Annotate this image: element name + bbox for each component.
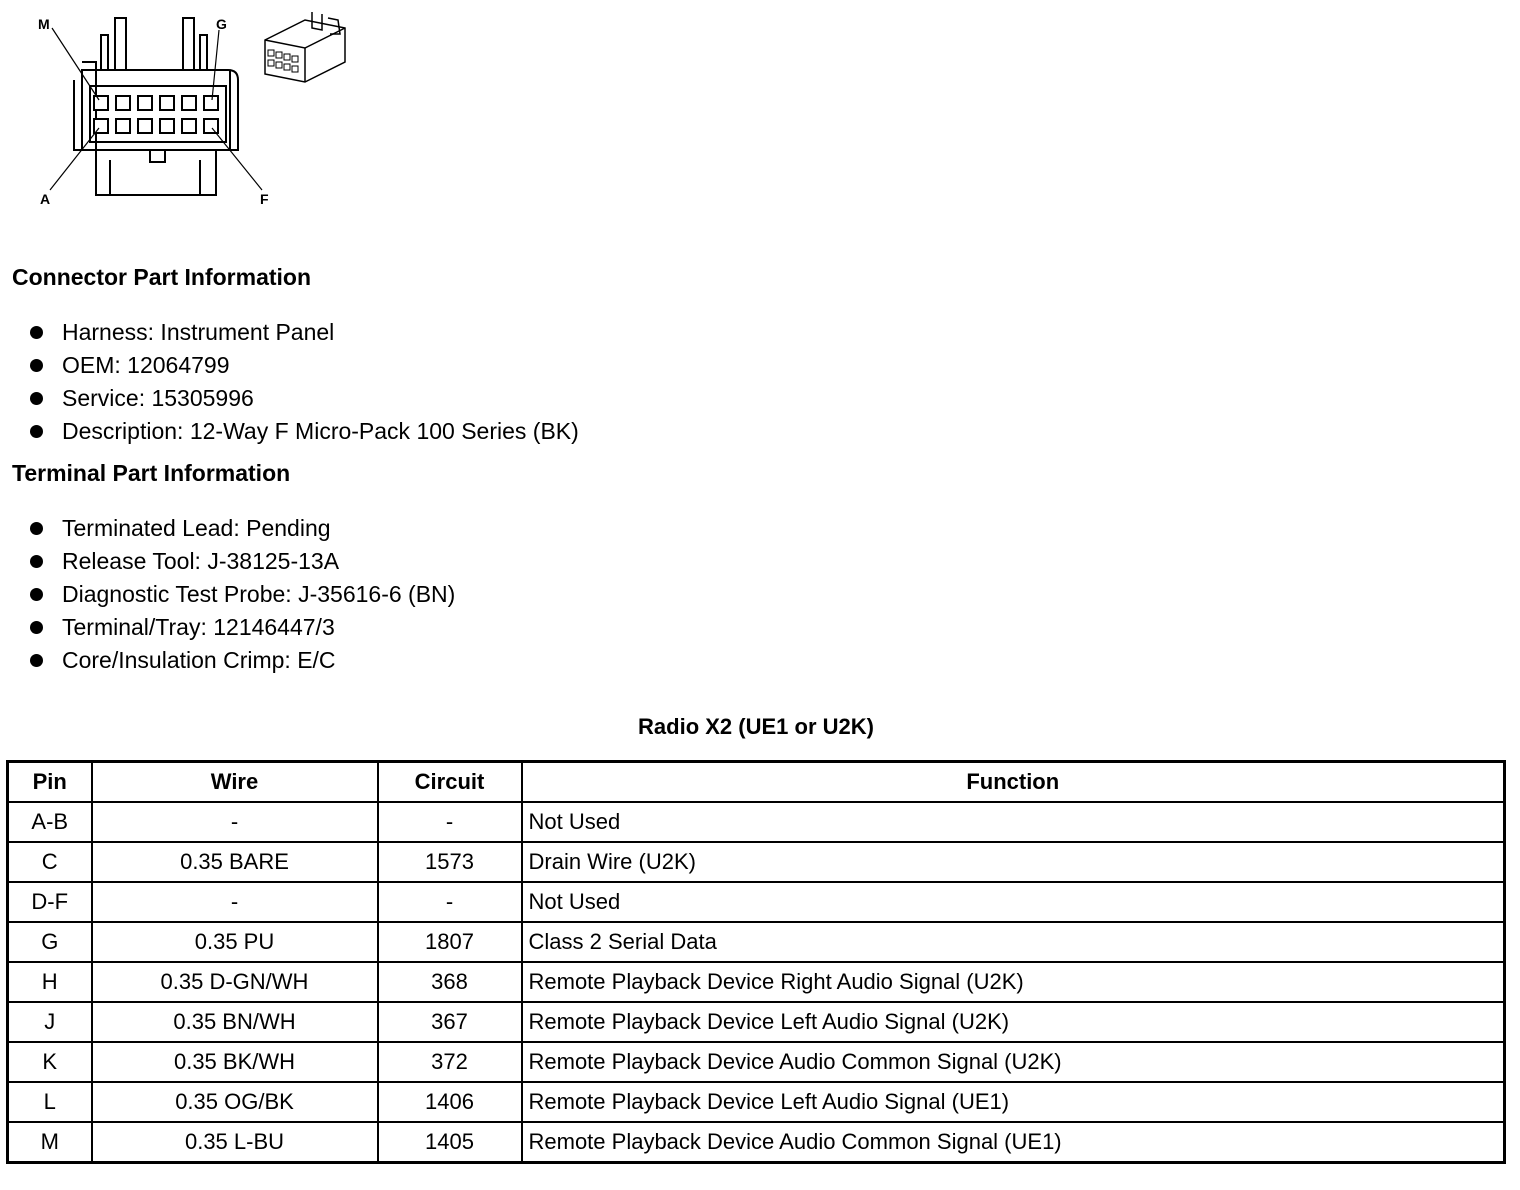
cell-circuit: 1807 xyxy=(378,922,522,962)
cell-pin: J xyxy=(8,1002,92,1042)
connector-diagram xyxy=(0,0,380,220)
cell-pin: M xyxy=(8,1122,92,1163)
list-item: Terminal/Tray: 12146447/3 xyxy=(30,611,455,644)
header-pin: Pin xyxy=(8,762,92,803)
pin-table xyxy=(6,760,1506,1164)
cell-wire: - xyxy=(92,802,378,842)
label-a: A xyxy=(40,191,51,207)
bullet-icon xyxy=(30,654,43,667)
cell-function: Remote Playback Device Audio Common Signal (UE1) xyxy=(522,1122,1505,1163)
cell-function: Remote Playback Device Left Audio Signal (UE1) xyxy=(522,1082,1505,1122)
table-row xyxy=(8,1042,1505,1082)
bullet-icon xyxy=(30,425,43,438)
list-item: Terminated Lead: Pending xyxy=(30,512,455,545)
cell-pin: L xyxy=(8,1082,92,1122)
label-g: G xyxy=(216,16,227,32)
bullet-icon xyxy=(30,555,43,568)
connector-3d-icon xyxy=(265,12,345,82)
cell-pin: H xyxy=(8,962,92,1002)
cell-function: Not Used xyxy=(522,882,1505,922)
cell-circuit: 368 xyxy=(378,962,522,1002)
table-row xyxy=(8,802,1505,842)
header-circuit: Circuit xyxy=(378,762,522,803)
list-item: Description: 12-Way F Micro-Pack 100 Series (BK) xyxy=(30,415,579,448)
cell-pin: G xyxy=(8,922,92,962)
list-item: Release Tool: J-38125-13A xyxy=(30,545,455,578)
cell-circuit: 367 xyxy=(378,1002,522,1042)
connector-part-info-heading: Connector Part Information xyxy=(12,264,312,290)
cell-pin: C xyxy=(8,842,92,882)
bullet-icon xyxy=(30,621,43,634)
table-row xyxy=(8,882,1505,922)
cell-circuit: 1405 xyxy=(378,1122,522,1163)
table-row xyxy=(8,922,1505,962)
cell-wire: 0.35 BK/WH xyxy=(92,1042,378,1082)
cell-circuit: - xyxy=(378,802,522,842)
cell-function: Drain Wire (U2K) xyxy=(522,842,1505,882)
header-wire: Wire xyxy=(92,762,378,803)
cell-pin: D-F xyxy=(8,882,92,922)
cell-wire: 0.35 D-GN/WH xyxy=(92,962,378,1002)
cell-circuit: 372 xyxy=(378,1042,522,1082)
list-item: Service: 15305996 xyxy=(30,382,579,415)
label-f: F xyxy=(260,191,269,207)
list-item: Harness: Instrument Panel xyxy=(30,316,579,349)
cell-circuit: 1573 xyxy=(378,842,522,882)
cell-pin: K xyxy=(8,1042,92,1082)
table-row xyxy=(8,962,1505,1002)
cell-circuit: - xyxy=(378,882,522,922)
table-header-row xyxy=(8,762,1505,803)
cell-wire: 0.35 PU xyxy=(92,922,378,962)
bullet-icon xyxy=(30,326,43,339)
cell-wire: - xyxy=(92,882,378,922)
list-item: Core/Insulation Crimp: E/C xyxy=(30,644,455,677)
cell-function: Remote Playback Device Right Audio Signal (U2K) xyxy=(522,962,1505,1002)
cell-circuit: 1406 xyxy=(378,1082,522,1122)
cell-wire: 0.35 BARE xyxy=(92,842,378,882)
label-m: M xyxy=(38,16,50,32)
list-item: Diagnostic Test Probe: J-35616-6 (BN) xyxy=(30,578,455,611)
bullet-icon xyxy=(30,359,43,372)
bullet-icon xyxy=(30,392,43,405)
cell-function: Remote Playback Device Left Audio Signal (U2K) xyxy=(522,1002,1505,1042)
list-item: OEM: 12064799 xyxy=(30,349,579,382)
table-row xyxy=(8,1002,1505,1042)
cell-function: Remote Playback Device Audio Common Signal (U2K) xyxy=(522,1042,1505,1082)
table-title: Radio X2 (UE1 or U2K) xyxy=(638,714,874,739)
cell-function: Class 2 Serial Data xyxy=(522,922,1505,962)
cell-wire: 0.35 L-BU xyxy=(92,1122,378,1163)
connector-part-info-list xyxy=(30,316,579,448)
cell-wire: 0.35 BN/WH xyxy=(92,1002,378,1042)
cell-function: Not Used xyxy=(522,802,1505,842)
bullet-icon xyxy=(30,588,43,601)
bullet-icon xyxy=(30,522,43,535)
table-row xyxy=(8,842,1505,882)
cell-pin: A-B xyxy=(8,802,92,842)
table-row xyxy=(8,1082,1505,1122)
terminal-part-info-list xyxy=(30,512,455,677)
terminal-part-info-heading: Terminal Part Information xyxy=(12,460,291,486)
table-row xyxy=(8,1122,1505,1163)
header-function: Function xyxy=(522,762,1505,803)
cell-wire: 0.35 OG/BK xyxy=(92,1082,378,1122)
